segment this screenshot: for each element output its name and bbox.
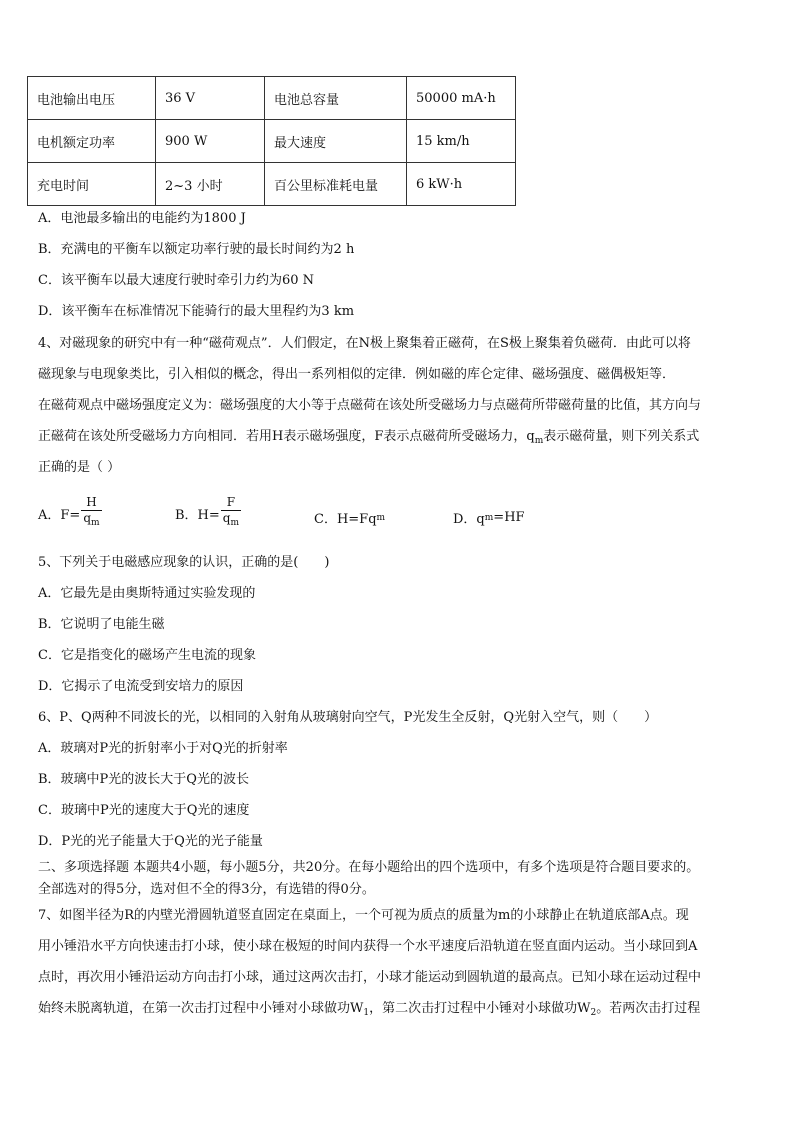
w1-subscript: 1 [363,1008,370,1018]
table-row [28,163,516,206]
q7-stem-line-1: 7、如图半径为R的内壁光滑圆轨道竖直固定在桌面上，一个可视为质点的质量为m的小球静止在轨道底部A点。现 [38,908,689,923]
table-cell: 50000 mA·h [407,77,516,120]
q6-option-c: C．玻璃中P光的速度大于Q光的速度 [38,803,250,818]
q7-stem-line-2: 用小锤沿水平方向快速击打小球，使小球在极短的时间内获得一个水平速度后沿轨道在竖直面内运动。当小球回到A [38,939,698,954]
q6-option-d: D．P光的光子能量大于Q光的光子能量 [38,834,263,849]
q4-option-c-subscript: m [376,512,386,523]
table-cell: 电池输出电压 [28,77,156,120]
fraction-numerator: H [86,495,97,509]
q4-option-a [38,496,102,530]
table-cell: 900 W [156,120,265,163]
table-cell: 电机额定功率 [28,120,156,163]
denominator-symbol: q [222,511,231,525]
q5-stem: 5、下列关于电磁感应现象的认识，正确的是( ) [38,555,330,570]
q6-stem: 6、P、Q两种不同波长的光，以相同的入射角从玻璃射向空气，P光发生全反射，Q光射入空气，则（ ） [38,710,658,725]
q7-stem-line-3: 点时，再次用小锤沿运动方向击打小球，通过这两次击打，小球才能运动到圆轨道的最高点。已知小球在运动过程中 [38,970,702,985]
q7-line-4-text: 始终未脱离轨道，在第一次击打过程中小锤对小球做功W [38,1001,364,1016]
q4-line-4-text: 正磁荷在该处所受磁场力方向相同．若用H表示磁场强度，F表示点磁荷所受磁场力，q [38,429,535,444]
q3-option-a: A．电池最多输出的电能约为1800 J [38,211,246,226]
spec-table [27,76,516,206]
section-2-heading-line-1: 二、多项选择题 本题共4小题，每小题5分，共20分。在每小题给出的四个选项中，有多个选项是符合题目要求的。 [38,860,700,875]
q4-stem-line-1: 4、对磁现象的研究中有一种“磁荷观点”．人们假定，在N极上聚集着正磁荷，在S极上聚集着负磁荷．由此可以将 [38,336,691,351]
table-row [28,77,516,120]
q4-stem-line-5: 正确的是（ ） [38,460,121,475]
q4-option-d-subscript: m [484,512,494,523]
fraction-numerator: F [226,495,236,509]
q4-stem-line-3: 在磁荷观点中磁场强度定义为：磁场强度的大小等于点磁荷在该处所受磁场力与点磁荷所带磁荷量的比值，其方向与 [38,398,702,413]
q4-option-d-text: D．q [453,512,485,527]
q4-line-4-subscript: m [534,436,544,446]
w2-subscript: 2 [590,1008,597,1018]
q3-option-c: C．该平衡车以最大速度行驶时牵引力约为60 N [38,273,314,288]
table-cell: 充电时间 [28,163,156,206]
table-cell: 电池总容量 [265,77,407,120]
q4-option-d-text-end: =HF [493,510,525,525]
q4-option-a-fraction [81,496,101,530]
q5-option-c: C．它是指变化的磁场产生电流的现象 [38,648,256,663]
fraction-denominator [221,512,241,530]
q5-option-b: B．它说明了电能生磁 [38,617,165,632]
q4-option-b [175,496,241,530]
q6-option-b: B．玻璃中P光的波长大于Q光的波长 [38,772,249,787]
table-cell: 6 kW·h [407,163,516,206]
q4-option-b-prefix: B．H= [175,507,220,523]
section-2-heading-line-2: 全部选对的得5分，选对但不全的得3分，有选错的得0分。 [38,882,375,897]
q4-option-d [453,508,525,527]
table-cell: 2~3 小时 [156,163,265,206]
q5-option-d: D．它揭示了电流受到安培力的原因 [38,679,244,694]
q4-stem-line-2: 磁现象与电现象类比，引入相似的概念，得出一系列相似的定律．例如磁的库仑定律、磁场强度、磁偶极矩等． [38,367,676,382]
table-row [28,120,516,163]
q5-option-a: A．它最先是由奥斯特通过实验发现的 [38,586,256,601]
q4-option-b-fraction [221,496,241,530]
q3-option-b: B．充满电的平衡车以额定功率行驶的最长时间约为2 h [38,242,355,257]
q4-option-c [314,508,385,527]
denominator-subscript: m [91,518,100,528]
q7-stem-line-4 [38,1000,700,1022]
denominator-symbol: q [83,511,91,525]
table-cell: 36 V [156,77,265,120]
q3-option-d: D．该平衡车在标准情况下能骑行的最大里程约为3 km [38,304,355,319]
fraction-denominator [81,512,101,530]
table-cell: 最大速度 [265,120,407,163]
q6-option-a: A．玻璃对P光的折射率小于对Q光的折射率 [38,741,288,756]
table-cell: 15 km/h [407,120,516,163]
q4-stem-line-4 [38,428,699,450]
q7-line-4-text-end: 。若两次击打过程 [596,1001,701,1016]
q4-option-a-prefix: A．F= [38,507,81,523]
table-cell: 百公里标准耗电量 [265,163,407,206]
denominator-subscript: m [230,518,240,528]
q7-line-4-text-mid: ，第二次击打过程中小锤对小球做功W [369,1001,591,1016]
q4-line-4-text-end: 表示磁荷量，则下列关系式 [543,429,700,444]
q4-option-c-text: C．H=Fq [314,512,377,527]
